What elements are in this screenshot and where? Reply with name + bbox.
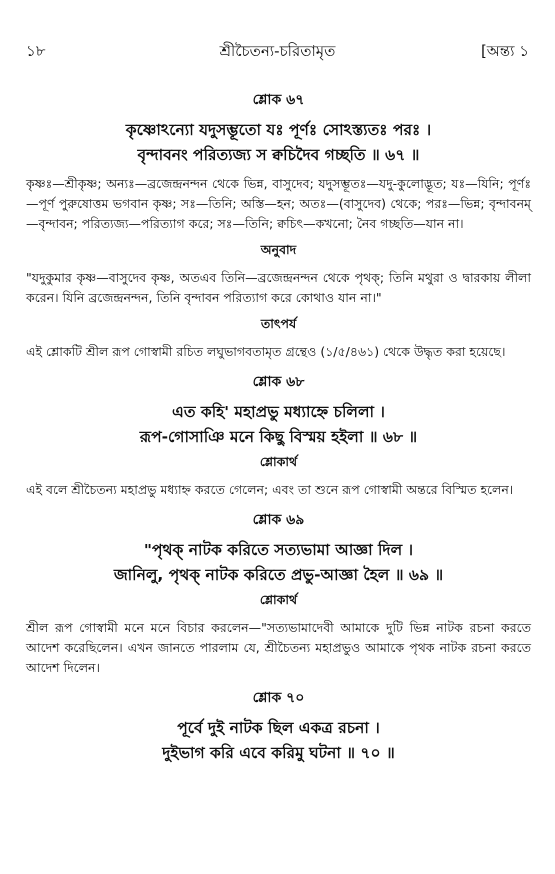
sloka-67-purport: এই শ্লোকটি শ্রীল রূপ গোস্বামী রচিত লঘুভাগবতামৃত গ্রন্থেও (১/৫/৪৬১) থেকে উদ্ধৃত করা হয়েছে। bbox=[26, 344, 506, 359]
sloka-67-purport-heading: তাৎপর্য bbox=[260, 316, 297, 331]
sloka-68-meaning: এই বলে শ্রীচৈতন্য মহাপ্রভু মধ্যাহ্ন করতে গেলেন; এবং তা শুনে রূপ গোস্বামী অন্তরে বিস্মিত হলেন। bbox=[26, 482, 514, 497]
sloka-69-line-2: জানিলু, পৃথক্ নাটক করিতে প্রভু-আজ্ঞা হৈল ॥ ৬৯ ॥ bbox=[113, 566, 444, 584]
sloka-67-translation-heading: অনুবাদ bbox=[260, 242, 297, 257]
sloka-68-meaning-heading: শ্লোকার্থ bbox=[259, 454, 298, 469]
page-content bbox=[26, 84, 531, 766]
page-number: ১৮ bbox=[26, 42, 46, 60]
sloka-68-line-1: এত কহি' মহাপ্রভু মধ্যাহ্নে চলিলা । bbox=[172, 403, 385, 421]
sloka-69-meaning-heading: শ্লোকার্থ bbox=[259, 592, 298, 607]
sloka-67-line-2: বৃন্দাবনং পরিত্যজ্য স ক্বচিদৈব গচ্ছতি ॥ ৬৭ ॥ bbox=[137, 146, 420, 164]
sloka-70-line-2: দুইভাগ করি এবে করিমু ঘটনা ॥ ৭০ ॥ bbox=[162, 744, 395, 762]
sloka-70-line-1: পূর্বে দুই নাটক ছিল একত্র রচনা । bbox=[177, 719, 380, 737]
sloka-69-line-1: "পৃথক্ নাটক করিতে সত্যভামা আজ্ঞা দিল । bbox=[143, 541, 414, 559]
running-title: শ্রীচৈতন্য-চরিতামৃত bbox=[219, 42, 336, 60]
sloka-68-heading: শ্লোক ৬৮ bbox=[252, 374, 305, 390]
sloka-67-line-1: কৃষ্ণোঽন্যো যদুসম্ভূতো যঃ পূর্ণঃ সোঽস্ত্যতঃ পরঃ । bbox=[125, 121, 432, 139]
sloka-67-heading: শ্লোক ৬৭ bbox=[252, 92, 305, 108]
sloka-67-translation: "যদুকুমার কৃষ্ণ—বাসুদেব কৃষ্ণ, অতএব তিনি—ব্রজেন্দ্রনন্দন থেকে পৃথক্; তিনি মথুরা ও দ্বারকায় লীলা করেন। যিনি ব্রজেন্দ্রনন্দন, তিনি বৃন্দাবন পরিত্যাগ করে কোথাও যান না।" bbox=[26, 270, 531, 305]
page-header bbox=[0, 0, 555, 64]
sloka-68-line-2: রূপ-গোসাঞি মনে কিছু বিস্ময় হইলা ॥ ৬৮ ॥ bbox=[139, 428, 418, 446]
sloka-70-heading: শ্লোক ৭০ bbox=[252, 690, 305, 706]
sloka-67-word-meaning: কৃষ্ণঃ—শ্রীকৃষ্ণ; অন্যঃ—ব্রজেন্দ্রনন্দন থেকে ভিন্ন, বাসুদেব; যদুসম্ভূতঃ—যদু-কুলোদ্ভূত; যঃ—যিনি; পূর্ণঃ—পূর্ণ পুরুষোত্তম ভগবান কৃষ্ণ; সঃ—তিনি; অস্তি—হন; অতঃ—(বাসুদেব) থেকে; পরঃ—ভিন্ন; বৃন্দাবনম্—বৃন্দাবন; পরিত্যজ্য—পরিত্যাগ করে; সঃ—তিনি; ক্বচিৎ—কখনো; নৈব গচ্ছতি—যান না। bbox=[26, 176, 531, 231]
sloka-69-meaning: শ্রীল রূপ গোস্বামী মনে মনে বিচার করলেন—"সত্যভামাদেবী আমাকে দুটি ভিন্ন নাটক রচনা করতে আদেশ করেছিলেন। এখন জানতে পারলাম যে, শ্রীচৈতন্য মহাপ্রভুও আমাকে পৃথক নাটক রচনা করতে আদেশ দিলেন। bbox=[26, 620, 531, 675]
section-label: [অন্ত্য ১ bbox=[480, 42, 529, 60]
sloka-69-heading: শ্লোক ৬৯ bbox=[252, 512, 305, 528]
